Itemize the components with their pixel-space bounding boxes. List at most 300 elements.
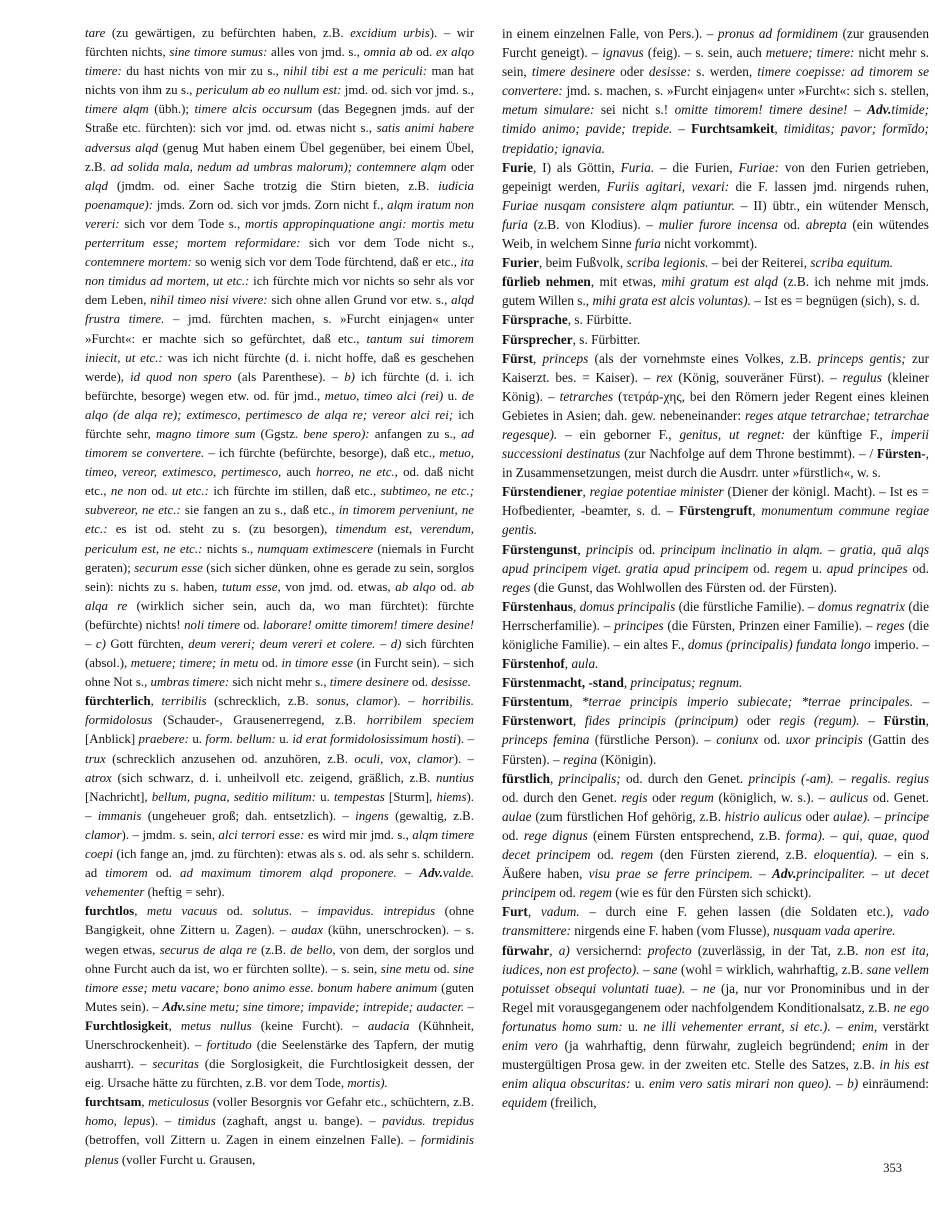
text-run: metuo, timeo, vereor, extimesco, pertimesco, [85, 446, 474, 480]
headword: fürwahr [502, 942, 550, 958]
text-run: du hast nichts von mir zu s., [121, 64, 284, 79]
text-run: od. [146, 484, 172, 499]
text-run: Furiae: [738, 159, 780, 175]
text-run: (Diener der königl. Macht). – Ist es = Hofbedienter, -beamter, s. d. – [502, 484, 929, 519]
text-run: – [833, 770, 852, 786]
text-run: abrepta [805, 216, 847, 232]
headword: fürstlich [502, 770, 551, 786]
text-run: ich fürchte (d. i. ich befürchte, besorge) wegen etw. od. für jmd., [85, 369, 474, 403]
headword: Fürsprecher [502, 331, 573, 347]
entry-fuerstenhaus [502, 597, 929, 673]
text-run: formidinis plenus [85, 1133, 474, 1167]
text-run: tare [85, 26, 106, 40]
text-run: – [685, 980, 703, 996]
text-run: tempestas [333, 789, 385, 804]
text-run: metum simulare: [502, 102, 595, 118]
text-run: mihi gratum est alqd [661, 274, 778, 290]
text-run: tutum esse, [222, 579, 281, 594]
text-run: nirgends eine F. haben (vom Flusse), [570, 923, 774, 939]
text-run: ich fürchte mich vor nichts so sehr als vor dem Leben, [85, 274, 474, 308]
text-run: (z.B. ich nehme mit jmds. gutem Willen s., [502, 274, 929, 309]
text-run: de bello, [290, 942, 336, 957]
text-run: trux [85, 751, 106, 766]
text-run: ad solida mala, nedum ad umbras malorum); contemnere alqm [110, 159, 447, 174]
text-run: meticulosus [148, 1095, 210, 1110]
text-run: (Gattin des Fürsten). – [502, 732, 929, 767]
text-run: – [85, 637, 96, 651]
text-run: – [292, 904, 318, 919]
text-run: , [572, 598, 580, 614]
text-run: od. [748, 560, 775, 576]
entry-fuerlieb-nehmen [502, 272, 929, 310]
text-run: in his est enim aliqua obscuritas: [502, 1057, 930, 1092]
text-run: (schrecklich, z.B. [206, 694, 317, 709]
text-run: sie fangen an zu s., daß etc., [180, 503, 339, 518]
text-run: Furiae nusqam consistere alqm patiuntur. [502, 197, 735, 213]
text-run: , in Zusammensetzungen, meist durch die Ausdrr. unter »fürstlich«, w. s. [502, 446, 929, 481]
entry-furchtsam [85, 1093, 474, 1169]
text-run: (ohne Bangigkeit, ohne Zittern u. Zagen). – [85, 904, 475, 938]
text-run: regis (regum). [779, 713, 860, 729]
text-run: jmd. od. sich vor jmd. s., [341, 83, 474, 98]
text-run: Adv. [772, 866, 797, 882]
text-run: es ist od. steht zu s. (zu besorgen), [107, 522, 336, 537]
text-run: homo, lepus [85, 1114, 151, 1129]
text-run: subtimeo, ne etc.; subvereor, ne etc.: [85, 484, 475, 518]
text-run: ab alqo [395, 579, 436, 594]
text-run: securus de alqa re [159, 942, 257, 957]
text-run: nihil timeo nisi vivere: [150, 293, 268, 308]
text-run: versichernd: [569, 942, 648, 958]
text-run: sich vor dem Tode nicht s., [300, 236, 474, 251]
text-run: – jmd. fürchten machen, s. »Furcht einjagen« unter »Furcht«: er machte sich so gefürchtet, daß etc., [85, 312, 474, 346]
text-run: , [569, 694, 582, 710]
text-run: od. [590, 847, 621, 863]
text-run: – [913, 694, 929, 710]
entry-fuersprache [502, 310, 929, 329]
entry-furier [502, 253, 929, 272]
headword: Furchtsamkeit [691, 121, 775, 137]
entry-fuerchterlich [85, 692, 474, 902]
text-run: (kühn, unerschrocken). – s. wegen etwas, [85, 923, 474, 957]
text-run: enim, [847, 1018, 878, 1034]
entry-fuerchten-continued [85, 24, 474, 692]
text-run: sine timore esse; metu vacare; bono animo esse. bonum habere animum [85, 961, 475, 995]
text-run: – [752, 866, 773, 882]
text-run: – [396, 866, 420, 881]
text-run: (die Seelenstärke des Tapfern, der mutig ausharrt). – [85, 1037, 474, 1072]
text-run: (zu gewärtigen, zu befürchten haben, z.B. [105, 26, 351, 40]
text-run: (einem Fürsten entsprechend, z.B. [587, 827, 786, 843]
text-run: omitte timorem! timere desine! [674, 102, 848, 118]
text-run: excidium urbis [350, 26, 430, 40]
text-run: domus regnatrix [817, 598, 905, 614]
text-run: (die Gunst, das Wohlwollen des Fürsten od. der Fürsten). [530, 579, 838, 595]
text-run: domus principalis [579, 598, 676, 614]
text-run: in einem einzelnen Falle, von Pers.). – [502, 26, 718, 41]
headword: Fürst [502, 350, 534, 366]
entry-fuerstendiener [502, 482, 929, 539]
text-run: [Sturm], [384, 789, 437, 804]
headword: Fürstenhaus [502, 598, 573, 614]
headword: fürchterlich [85, 694, 151, 709]
text-run: od. [258, 656, 282, 671]
text-run: (sich sicher dünken, ohne es gerade zu sein, sorglos sein): nichts zu s. haben, [85, 560, 475, 594]
text-run: – [375, 637, 391, 651]
text-run: , [774, 121, 784, 137]
text-run: numquam extimescere [257, 541, 374, 556]
text-run: od. [435, 579, 462, 594]
text-run: (fürstliche Person). – [589, 732, 717, 748]
text-run: od. [907, 560, 930, 576]
text-run: ). – [453, 751, 475, 766]
text-run: , [527, 904, 541, 920]
text-run: horribilis. formidolosus [85, 694, 474, 728]
text-run: (in Furcht sein). – sich ohne Not s., [85, 656, 474, 690]
text-run: (z.B. [256, 942, 291, 957]
text-run: – [865, 866, 885, 882]
text-run: nuntius [436, 770, 474, 785]
text-run: (wie es für den Fürsten sich schickt). [611, 885, 812, 901]
text-run: regis [621, 789, 648, 805]
text-run: in der mustergültigen Prosa gew. in der zweiten etc. Stelle des Satzes, z.B. [502, 1037, 929, 1073]
text-run: uxor principis [785, 732, 863, 748]
text-run: (freilich, [547, 1095, 597, 1111]
text-run: – durch eine F. gehen lassen (die Soldaten etc.), [579, 904, 904, 920]
text-run: , [150, 694, 162, 709]
text-run: – II) übtr., ein wütender Mensch, [734, 197, 929, 213]
text-run: principis [586, 541, 634, 557]
headword: Furchtlosigkeit [85, 1018, 169, 1033]
text-run: die F. lassen jmd. nirgends ruhen, [729, 178, 929, 194]
text-run: s. werden, [691, 64, 758, 80]
page-number: 353 [883, 1161, 902, 1175]
text-run: (den Fürsten zierend, z.B. [653, 847, 814, 863]
text-run: [Nachricht], [85, 789, 152, 804]
text-run: ut etc.: [171, 484, 209, 499]
text-run: ignavus [602, 45, 644, 61]
text-run: od. daß nicht etc., [85, 465, 475, 499]
text-run: metuere; timere; in metu [130, 656, 259, 671]
text-run: noli timere [184, 617, 240, 632]
text-run: deum vereri; deum vereri et colere. [188, 637, 376, 651]
text-run: metuo, timeo alci (rei) [324, 388, 444, 403]
text-run: monumentum commune regiae gentis. [502, 503, 929, 538]
text-run: timere desinere [329, 675, 409, 690]
text-run: securum esse [134, 560, 203, 575]
text-run: u. [622, 1018, 644, 1034]
text-run: horreo, ne etc., [316, 465, 398, 480]
text-run: contemnere mortem: [85, 255, 192, 270]
entry-fuerstlich [502, 769, 929, 903]
text-run: , [134, 904, 147, 919]
text-run: furia [502, 216, 528, 232]
text-run: nusquam vada aperire. [773, 923, 896, 939]
text-run: u. [275, 732, 293, 747]
text-run: princeps gentis; [817, 350, 906, 366]
text-run: eloquentia). [813, 847, 878, 863]
text-run: bene spero): [303, 426, 370, 441]
text-run: zur Kaiserzt. bes. = Kaiser). – [502, 350, 929, 385]
text-run: u. [807, 560, 827, 576]
text-run: metu vacuus [146, 904, 218, 919]
text-run: (die Sorglosigkeit, die Furchtlosigkeit dessen, der eig. Ursache hätte zu fürchten, z.B. vor dem Tode, [85, 1057, 474, 1091]
text-run: auch [281, 465, 317, 480]
text-run: ne ego fortunatus homo sum: [502, 999, 930, 1034]
headword: Furie [502, 159, 534, 175]
text-run: periculum ab eo nullum est: [195, 83, 342, 98]
text-run: form. bellum: [205, 732, 276, 747]
text-run: histrio aulicus [724, 808, 802, 824]
text-run: fides principis (principum) [584, 713, 739, 729]
text-run: enim vero satis mirari non queo). [649, 1076, 832, 1092]
text-run: nihil tibi est a me periculi: [283, 64, 427, 79]
text-run: (voller Besorgnis vor Gefahr etc., schüchtern, z.B. [209, 1095, 474, 1110]
text-run: (τετράρ-χης, bei den Römern jeder Regent eines kleinen Gebietes in Asien; dah. gew. nebeneinander: [502, 388, 929, 423]
headword: furchtsam [85, 1095, 142, 1110]
text-run: princeps [542, 350, 589, 366]
text-run: – [464, 999, 474, 1014]
entry-fuerstentum [502, 692, 929, 768]
text-run: bellum, pugna, seditio militum: [151, 789, 316, 804]
text-run: ne non [110, 484, 147, 499]
text-run: (ja, nur vor Pronominibus und in der Regel mit vorausgegangenem oder nachfolgendem Konditionalsatz, z.B. [502, 980, 929, 1015]
text-run: von den Furien getrieben, gepeinigt werden, [502, 159, 930, 194]
text-run: pronus ad formidinem [717, 26, 838, 41]
text-run: alqd frustra timere. [85, 293, 474, 327]
text-run: a) [558, 942, 570, 958]
text-run: , [925, 713, 929, 729]
text-run: (betroffen, voll Zittern u. Zagen in einem einzelnen Falle). – [85, 1133, 421, 1148]
text-run: gratia, quā alqs apud principem viget. gratia apud principem [502, 541, 930, 576]
text-run: omnia ab [363, 45, 413, 60]
text-run: regem [620, 847, 654, 863]
text-run: desisse: [648, 64, 692, 80]
text-run: solutus. [252, 904, 293, 919]
text-run: ne [702, 980, 716, 996]
text-run: timere alqm [85, 102, 149, 117]
text-run: (feig). – s. sein, auch [643, 45, 766, 61]
text-run: principalis; [558, 770, 621, 786]
text-run: atrox [85, 770, 112, 785]
text-run: Furiis agitari, vexari: [606, 178, 730, 194]
text-run: principe [884, 808, 930, 824]
text-run: non est ita, iudices, non est profecto). [502, 942, 930, 977]
text-run: ). – wir fürchten nichts, [85, 26, 474, 60]
text-run: (genug Mut haben einem Übel gegenüber, bei einem Übel, z.B. [85, 140, 474, 174]
text-run: ). – jmdm. s. sein, [121, 827, 219, 842]
text-run: rex [656, 369, 673, 385]
text-run: – die Furien, [654, 159, 739, 175]
headword: Fürstenmacht, -stand [502, 675, 624, 691]
text-run: – [831, 1076, 848, 1092]
text-run: profecto [647, 942, 692, 958]
text-run: c) [95, 637, 106, 651]
text-run: Adv. [867, 102, 892, 118]
text-run: (voller Furcht u. Grausen, [118, 1152, 256, 1167]
text-run: imperii successioni destinatus [502, 426, 929, 462]
text-run: von jmd. od. etwas, [280, 579, 396, 594]
text-run: laborare! omitte timorem! timere desine! [262, 617, 474, 632]
text-run: aulicus [829, 789, 869, 805]
text-run: (wohl = wirklich, wahrhaftig, z.B. [677, 961, 867, 977]
text-run: principes [614, 617, 664, 633]
text-run: princeps femina [502, 732, 590, 748]
headword: furchtlos [85, 904, 135, 919]
text-run: – ein geborner F., [557, 426, 680, 442]
text-run: valde. vehementer [85, 866, 475, 900]
text-run: – [847, 102, 868, 118]
text-run: mortis). [347, 1076, 388, 1091]
text-run: forma). [785, 827, 826, 843]
headword: Fürstin [883, 713, 926, 729]
text-run: (Kühnheit, Unerschrockenheit). – [85, 1018, 475, 1052]
text-run: , I) als Göttin, [533, 159, 621, 175]
text-run: regem [774, 560, 808, 576]
text-run: coniunx [716, 732, 759, 748]
entry-furt [502, 902, 929, 940]
text-run: principum inclinatio in alqm. [660, 541, 823, 557]
text-run: , [533, 350, 543, 366]
text-run: Adv. [419, 866, 443, 881]
text-run: de alqo (de alqa re); extimesco, pertimesco de alqa re; vereor alci rei; [85, 388, 474, 422]
text-run: Furia. [620, 159, 655, 175]
left-column [85, 24, 474, 1170]
text-run: (die Herrscherfamilie). – [502, 598, 929, 633]
text-run: imperio. – [870, 637, 929, 652]
text-run: id quod non spero [130, 369, 232, 384]
text-run: sine metu [380, 961, 431, 976]
entry-fuerwahr [502, 941, 929, 1113]
text-run: domus (principalis) fundata longo [687, 637, 871, 652]
text-run: od. [240, 617, 263, 632]
text-run: (kleiner König). – [502, 369, 929, 404]
text-run: equidem [502, 1095, 548, 1111]
text-run: , [577, 541, 587, 557]
text-run: ich fürchte im stillen, daß etc., [208, 484, 381, 499]
text-run: (guten Mutes sein). – [85, 980, 475, 1014]
text-run: scriba equitum. [810, 255, 894, 271]
text-run: metuere; timere: [765, 45, 855, 61]
text-run: jmd. s. machen, s. »Furcht einjagen« unter »Furcht«: sich s. stellen, [562, 83, 929, 99]
text-run: hiems [436, 789, 467, 804]
text-run: audax [291, 923, 323, 938]
entry-fuerstengunst [502, 540, 929, 597]
entry-furie [502, 158, 929, 253]
text-run: ne illi vehementer errant, si etc.). [643, 1018, 831, 1034]
text-run: mortis appropinquatione angi: mortis metu perterritum esse; mortem reformidare: [85, 216, 475, 251]
text-run: , [168, 1018, 181, 1033]
text-run: (zuverlässig, in der Tat, z.B. [691, 942, 865, 958]
text-run: (zaghaft, angst u. bange). – [215, 1114, 383, 1129]
text-run: regalis. regius [851, 770, 929, 786]
text-run: u. [188, 732, 206, 747]
text-run: u. [316, 789, 334, 804]
text-run: sich nicht mehr s., [229, 675, 330, 690]
text-run: regulus [842, 369, 882, 385]
text-run: ad timorem se convertere. [85, 426, 474, 461]
text-run: *terrae principis imperio subiecate; *terrae principales. [581, 694, 914, 710]
text-run: umbras timere: [150, 675, 230, 690]
text-run: od. [217, 904, 253, 919]
text-run: nicht mehr s. sein, [502, 45, 929, 80]
text-run: audacia [367, 1018, 410, 1033]
text-run: timere alcis occursum [194, 102, 313, 117]
text-run: ex alqo timere: [85, 45, 475, 79]
headword: Fürstenwort [502, 713, 573, 729]
text-run: oder [446, 159, 474, 174]
text-run: satis animi habere adversus alqd [85, 121, 474, 155]
text-run: apud principes [826, 560, 908, 576]
text-run: – [822, 541, 841, 557]
text-run: (zur Nachfolge auf dem Throne bestimmt). – / [620, 446, 877, 462]
text-run: ich fürchte sehr, [85, 407, 474, 441]
text-run: regina [562, 751, 598, 767]
text-run: (gewaltig, z.B. [388, 808, 474, 823]
text-run: iudicia poenamque): [85, 178, 474, 212]
headword: Fürstengunst [502, 541, 578, 557]
text-run: – bei der Reiterei, [708, 255, 811, 271]
text-run: mulier furore incensa [658, 216, 778, 232]
headword: Fürstendiener [502, 484, 583, 500]
text-run: [Anblick] [85, 732, 139, 747]
text-run: in timore esse [281, 656, 354, 671]
text-run: – Ist es = begnügen (sich), s. d. [750, 293, 920, 309]
text-run: – ich fürchte (befürchte, besorge), daß etc., [204, 446, 440, 461]
text-run: (als Parenthese). – [231, 369, 345, 384]
text-run: impavidus. intrepidus [317, 904, 436, 919]
text-run: regem [579, 885, 612, 901]
text-run: alles von jmd. s., [267, 45, 364, 60]
text-run: ). – [392, 694, 423, 709]
text-run: (ein wütendes Weib, in welchem Sinne [502, 216, 929, 252]
text-run: oder [801, 808, 834, 824]
entry-fuerstenmacht-stand [502, 673, 929, 692]
text-run: alqm timere coepi [85, 827, 474, 862]
text-run: clamor [85, 827, 122, 842]
text-run: so wenig sich vor dem Tode fürchtend, daß er etc., [191, 255, 461, 270]
text-run: , beim Fußvolk, [538, 255, 627, 271]
text-run: (keine Furcht). – [251, 1018, 368, 1033]
text-run: (das Begegnen jmds. auf der Straße etc. fürchten): sich vor jmd. od. etwas nicht s., [85, 102, 474, 136]
text-run: furia [634, 236, 661, 252]
text-run: ab alqa re [85, 579, 474, 613]
text-run: vadum. [540, 904, 580, 920]
headword: Fürstentum [502, 694, 570, 710]
text-run: principaliter. [796, 866, 866, 882]
headword: Fürstengruft [679, 503, 753, 519]
text-run: desisse. [431, 675, 471, 690]
text-run: (als der vornehmste eines Volkes, z.B. [588, 350, 818, 366]
text-run: od. [430, 961, 454, 976]
text-run: aula. [571, 656, 599, 672]
text-run: alci terrori esse: [218, 827, 305, 842]
text-run: , [141, 1095, 149, 1110]
text-run: od. [633, 541, 661, 557]
text-run: (die fürstliche Familie). – [675, 598, 818, 614]
text-run: (schrecklich anzusehen od. anzuhören, z.B. [105, 751, 355, 766]
text-run: Gott fürchten, [105, 637, 189, 651]
text-run: Adv. [162, 999, 186, 1014]
text-run: scriba legionis. [626, 255, 709, 271]
text-run: – [859, 713, 884, 729]
text-run: (Ggstz. [255, 426, 304, 441]
text-run: reges atque tetrarchae; tetrarchae regesque). [502, 407, 929, 442]
headword: Furier [502, 255, 539, 271]
text-run: , [623, 675, 631, 691]
entry-fuerst [502, 349, 929, 483]
text-run: visu prae se ferre principem. [588, 866, 753, 882]
